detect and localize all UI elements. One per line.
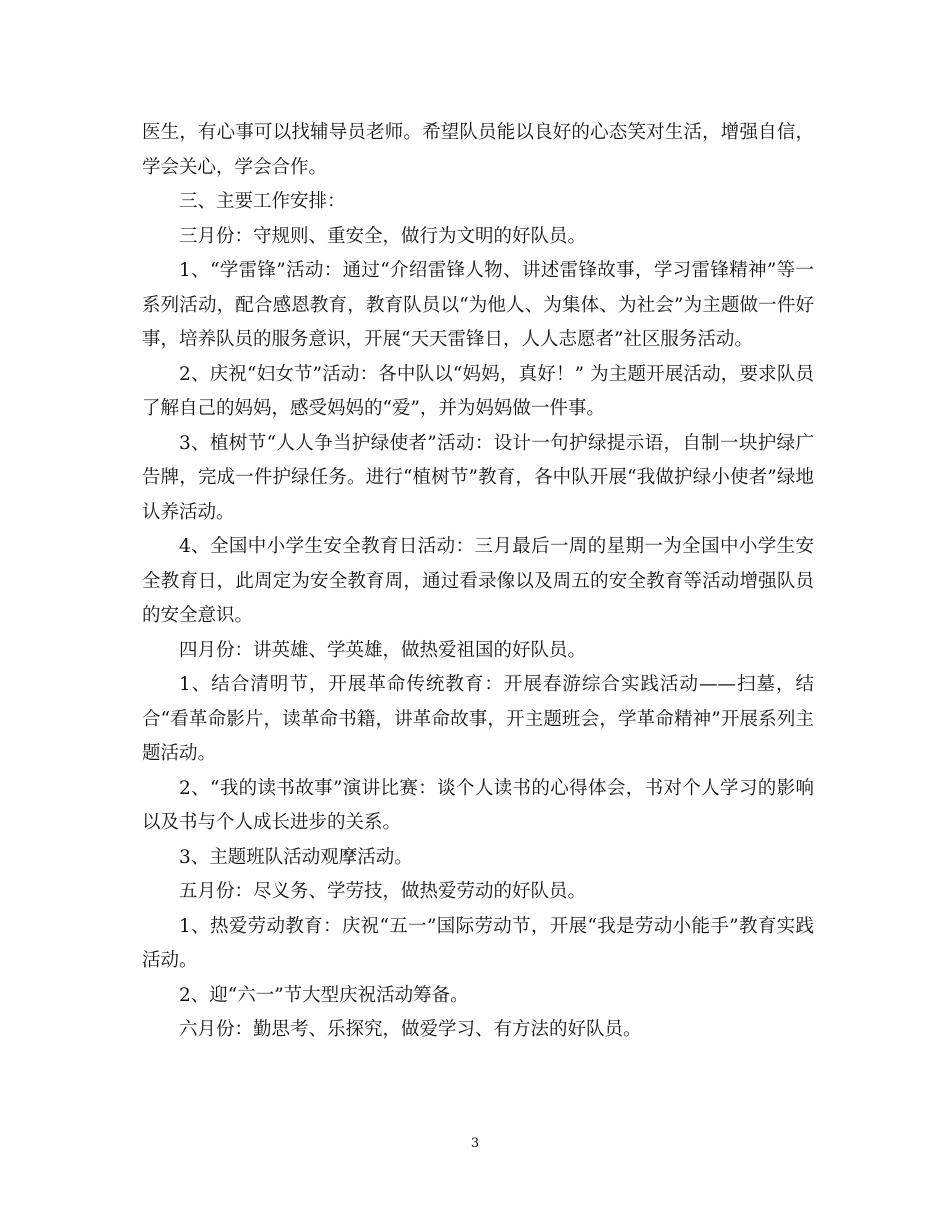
document-body — [142, 116, 814, 1048]
month-heading-march: 三月份：守规则、重安全，做行为文明的好队员。 — [179, 225, 587, 247]
month-heading-june: 六月份：勤思考、乐探究，做爱学习、有方法的好队员。 — [179, 1019, 642, 1040]
paragraph-april-item-1: 1、结合清明节，开展革命传统教育：开展春游综合实践活动——扫墓，结合“看革命影片，读革命书籍，讲革命故事，开主题班会，学革命精神”开展系列主题活动。 — [142, 674, 814, 764]
paragraph-continuation: 医生，有心事可以找辅导员老师。希望队员能以良好的心态笑对生活，增强自信，学会关心，学会合作。 — [142, 122, 814, 178]
section-heading-work-plan: 三、主要工作安排： — [179, 191, 346, 212]
paragraph-april-item-2: 2、“我的读书故事”演讲比赛：谈个人读书的心得体会，书对个人学习的影响以及书与个人成长进步的关系。 — [142, 777, 814, 833]
paragraph-may-item-1: 1、热爱劳动教育：庆祝“五一”国际劳动节，开展“我是劳动小能手”教育实践活动。 — [142, 915, 814, 971]
paragraph-may-item-2: 2、迎“六一”节大型庆祝活动筹备。 — [179, 984, 469, 1006]
month-heading-april: 四月份：讲英雄、学英雄，做热爱祖国的好队员。 — [179, 639, 587, 661]
month-heading-may: 五月份：尽义务、学劳技，做热爱劳动的好队员。 — [179, 881, 587, 902]
page-number: 3 — [470, 1136, 480, 1151]
paragraph-march-item-1: 1、“学雷锋”活动：通过“介绍雷锋人物、讲述雷锋故事，学习雷锋精神”等一系列活动，配合感恩教育，教育队员以“为他人、为集体、为社会”为主题做一件好事，培养队员的服务意识，开展“天天雷锋日，人人志愿者”社区服务活动。 — [142, 260, 814, 350]
paragraph-march-item-3: 3、植树节“人人争当护绿使者”活动：设计一句护绿提示语，自制一块护绿广告牌，完成一件护绿任务。进行“植树节”教育，各中队开展“我做护绿小使者”绿地认养活动。 — [142, 432, 814, 523]
paragraph-april-item-3: 3、主题班队活动观摩活动。 — [179, 846, 413, 868]
paragraph-march-item-4: 4、全国中小学生安全教育日活动：三月最后一周的星期一为全国中小学生安全教育日，此周定为安全教育周，通过看录像以及周五的安全教育等活动增强队员的安全意识。 — [142, 536, 814, 626]
paragraph-march-item-2: 2、庆祝“妇女节”活动：各中队以“妈妈，真好！” 为主题开展活动，要求队员了解自己的妈妈，感受妈妈的“爱”，并为妈妈做一件事。 — [142, 363, 814, 419]
